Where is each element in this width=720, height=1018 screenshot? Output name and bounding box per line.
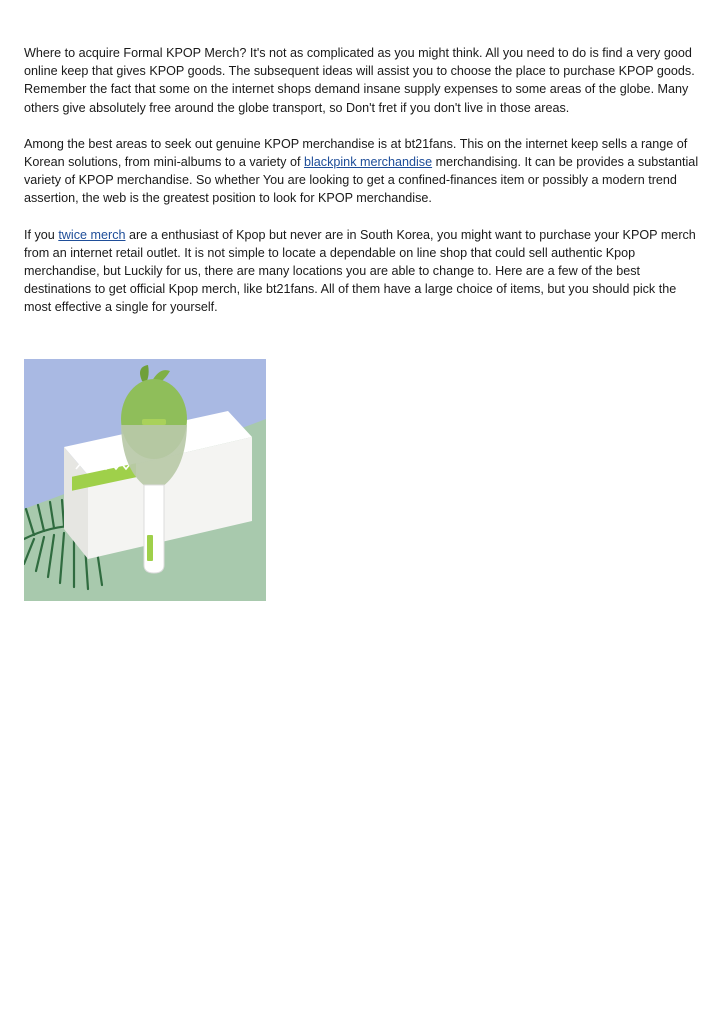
paragraph-intro (24, 44, 700, 117)
paragraph-twice-after: are a enthusiast of Kpop but never are in South Korea, you might want to purchase your KPOP merch from an internet retail outlet. It is not simple to locate a dependable on line shop that could sell authentic Kpop merchandise, but Luckily for us, there are many locations you are able to change to. Here are a few of the best destinations to get official Kpop merch, like bt21fans. All of them have a large choice of items, but you should pick the most effective a single for yourself. (24, 227, 696, 315)
paragraph-bt21fans-before: Among the best areas to seek out genuine KPOP merchandise is at bt21fans. This on the internet keep sells a range of Korean solutions, from mini-albums to a variety of (24, 136, 688, 170)
twice-merch-link[interactable]: twice merch (58, 227, 126, 242)
document-body (24, 44, 700, 335)
paragraph-twice-before: If you (24, 227, 59, 242)
paragraph-twice (24, 226, 700, 317)
paragraph-bt21fans (24, 135, 700, 208)
blackpink-merchandise-link[interactable]: blackpink merchandise (303, 155, 433, 170)
paragraph-intro-text: Where to acquire Formal KPOP Merch? It's not as complicated as you might think. All you need to do is find a very good online keep that gives KPOP goods. The subsequent ideas will assist you to choose the place to purchase KPOP goods. Remember the fact that some on the internet shops demand insane supply expenses to some areas of the globe. Many others give absolutely free around the globe transport, so Don't fret if you don't live in those areas. (24, 46, 695, 115)
paragraph-bt21fans-after: merchandising. It can be provides a substantial variety of KPOP merchandise. So whether You are looking to get a confined-finances item or possibly a modern trend assertion, the web is the greatest position to look for KPOP merchandise. (24, 155, 699, 206)
lightstick-photo (24, 359, 266, 601)
